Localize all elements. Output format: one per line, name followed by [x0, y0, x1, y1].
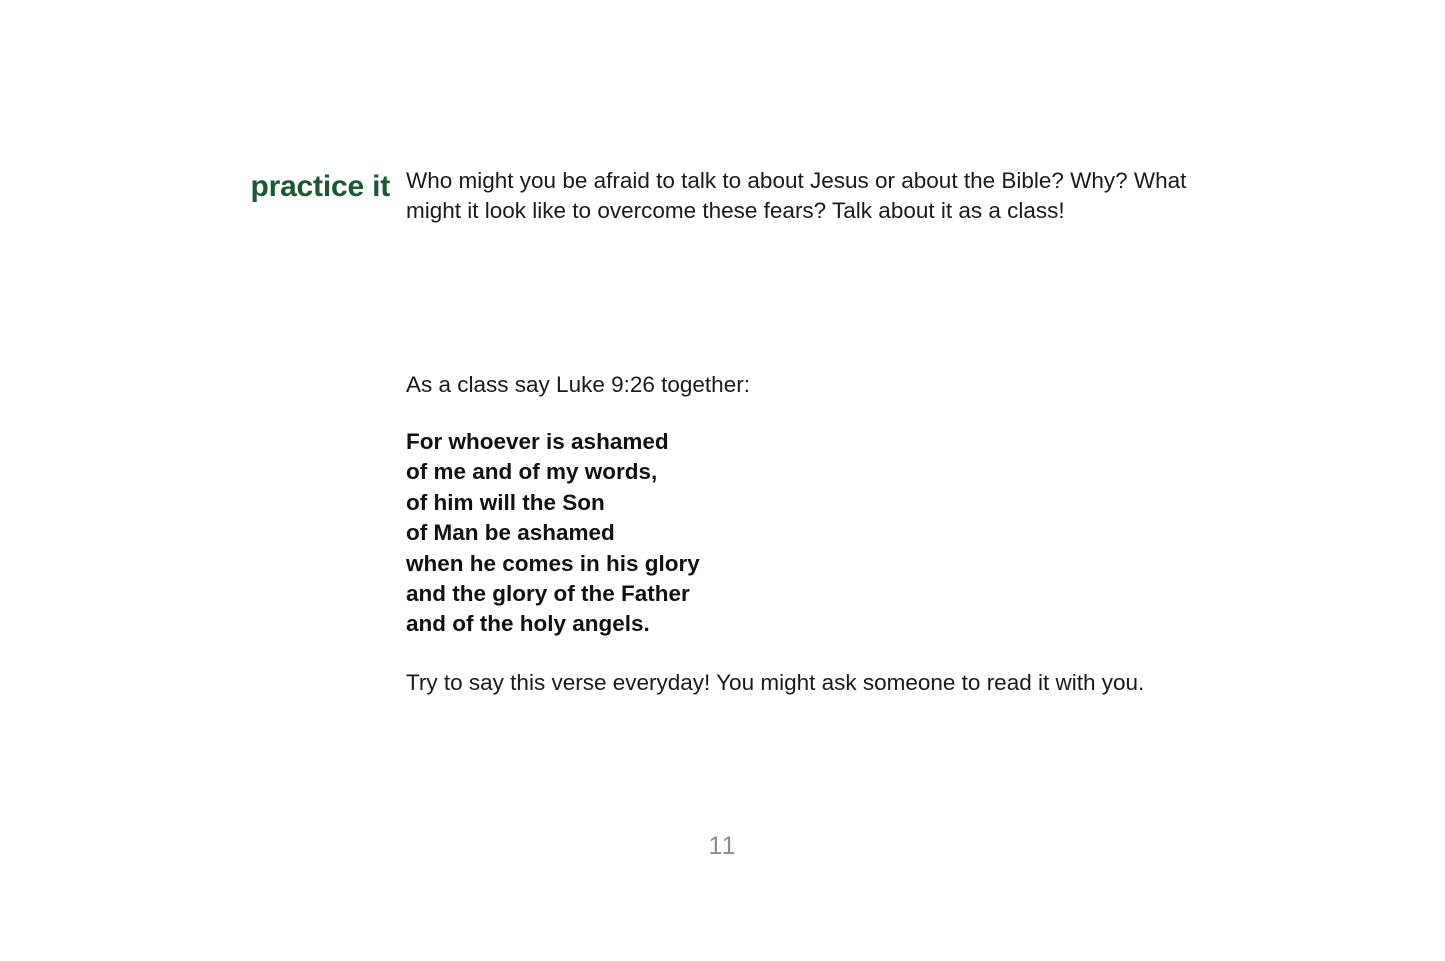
- content-column: [406, 166, 1266, 226]
- intro-paragraph: Who might you be afraid to talk to about Jesus or about the Bible? Why? What might it look like to overcome these fears? Talk about it as a class!: [406, 168, 1187, 223]
- verse-intro-text: As a class say Luke 9:26 together:: [406, 372, 750, 397]
- verse-line: and the glory of the Father: [406, 580, 690, 606]
- verse-block: [406, 427, 700, 640]
- verse-line: of me and of my words,: [406, 459, 658, 485]
- verse-line: and of the holy angels.: [406, 611, 650, 637]
- section-label-practice-it: practice it: [250, 170, 390, 203]
- verse-line: For whoever is ashamed: [406, 429, 669, 454]
- verse-line: of him will the Son: [406, 489, 605, 515]
- closing-paragraph: Try to say this verse everyday! You might ask someone to read it with you.: [406, 670, 1145, 695]
- page-number: 11: [708, 832, 737, 860]
- verse-line: when he comes in his glory: [406, 550, 700, 576]
- verse-line: of Man be ashamed: [406, 520, 615, 546]
